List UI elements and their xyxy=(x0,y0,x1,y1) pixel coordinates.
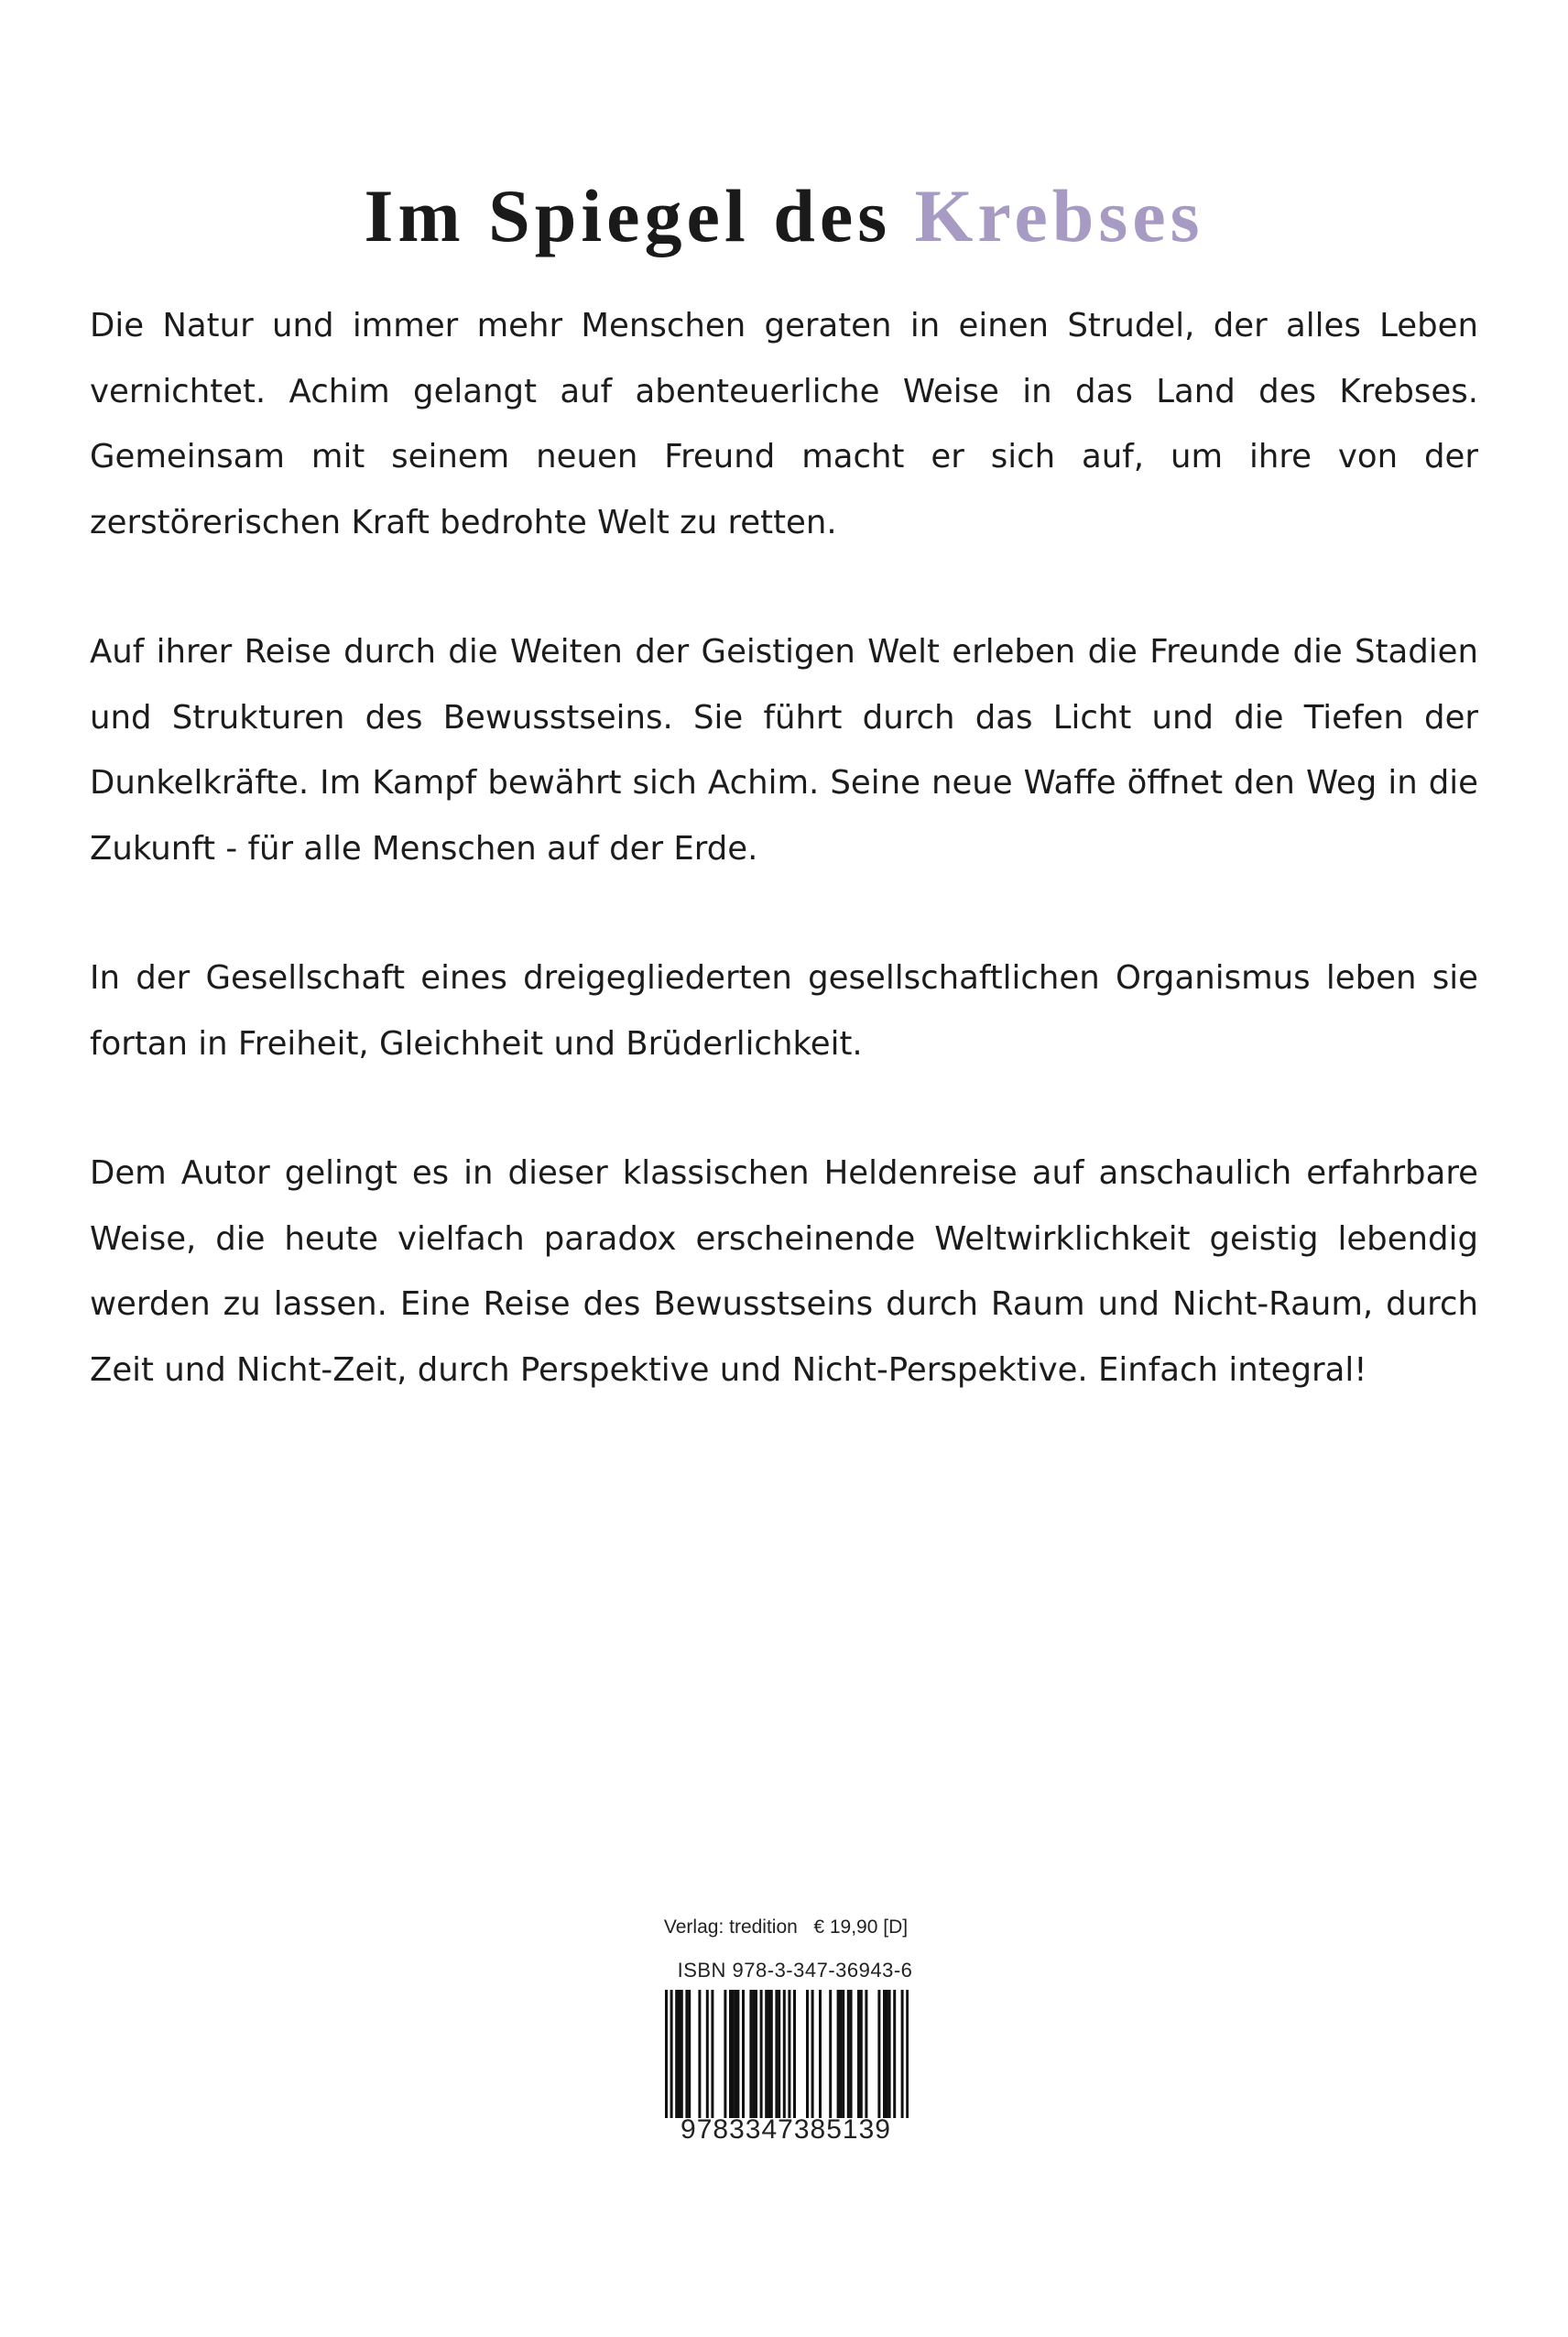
barcode-bar xyxy=(665,1990,668,2118)
barcode-bar xyxy=(819,1990,822,2118)
barcode-bar xyxy=(829,1990,832,2118)
barcode-bar xyxy=(685,1990,688,2118)
barcode-bar xyxy=(811,1990,814,2118)
barcode-bar xyxy=(742,1990,745,2118)
barcode-number: 9783347385139 xyxy=(681,2114,891,2145)
barcode-bar xyxy=(865,1990,867,2118)
barcode-bar xyxy=(906,1990,909,2118)
barcode-bar xyxy=(749,1990,752,2118)
barcode-bar xyxy=(850,1990,853,2118)
barcode-bar xyxy=(681,1990,683,2118)
barcode-bar xyxy=(783,1990,786,2118)
barcode-bar xyxy=(842,1990,844,2118)
barcode-bar xyxy=(724,1990,726,2118)
barcode-bar xyxy=(755,1990,757,2118)
blurb-text xyxy=(90,293,1478,1467)
barcode-bar xyxy=(793,1990,796,2118)
barcode-bar xyxy=(729,1990,732,2118)
blurb-paragraph-1: Die Natur und immer mehr Menschen geraten in einen Strudel, der alles Leben vernichtet. Achim gelangt auf abenteuerliche Weise in das Land des Krebses. Gemeinsam mit seinem neuen Freund macht er sich auf, um ihre von der zerstörerischen Kraft bedrohte Welt zu retten. xyxy=(90,307,1478,541)
barcode-bar xyxy=(760,1990,763,2118)
barcode-bar xyxy=(706,1990,709,2118)
barcode-bar xyxy=(752,1990,755,2118)
barcode-bar xyxy=(893,1990,896,2118)
title-main: Im Spiegel des xyxy=(364,173,915,257)
barcode-bar xyxy=(901,1990,904,2118)
barcode-bar xyxy=(888,1990,891,2118)
barcode-bar xyxy=(670,1990,673,2118)
barcode-bar xyxy=(675,1990,678,2118)
barcode-bar xyxy=(778,1990,780,2118)
barcode-bar xyxy=(688,1990,691,2118)
barcode-bar xyxy=(886,1990,888,2118)
blurb-paragraph-4: Dem Autor gelingt es in dieser klassischen Heldenreise auf anschaulich erfahrbare Weise, die heute vielfach paradox erscheinende Weltwirklichkeit geistig lebendig werden zu lassen. Eine Reise des Bewusstseins durch Raum und Nicht-Raum, durch Zeit und Nicht-Zeit, durch Perspektive und Nicht-Perspektive. Einfach integral! xyxy=(90,1154,1478,1389)
blurb-paragraph-3: In der Gesellschaft eines dreigegliederten gesellschaftlichen Organismus leben sie fortan in Freiheit, Gleichheit und Brüderlichkeit. xyxy=(90,959,1478,1063)
barcode-bar xyxy=(857,1990,860,2118)
barcode-bar xyxy=(847,1990,850,2118)
barcode-bar xyxy=(678,1990,681,2118)
barcode-bar xyxy=(768,1990,770,2118)
barcode-bar xyxy=(736,1990,739,2118)
barcode-bar xyxy=(770,1990,773,2118)
barcode-bar xyxy=(735,1990,737,2118)
publisher-price-line: Verlag: tredition € 19,90 [D] xyxy=(663,1917,909,1938)
barcode-bar xyxy=(765,1990,768,2118)
barcode-bar xyxy=(806,1990,809,2118)
barcode-bar xyxy=(788,1990,790,2118)
barcode-bar xyxy=(877,1990,880,2118)
blurb-paragraph-2: Auf ihrer Reise durch die Weiten der Geistigen Welt erleben die Freunde die Stadien und Strukturen des Bewusstseins. Sie führt durch das Licht und die Tiefen der Dunkelkräfte. Im Kampf bewährt sich Achim. Seine neue Waffe öffnet den Weg in die Zukunft - für alle Menschen auf der Erde. xyxy=(90,633,1478,868)
barcode-bar xyxy=(883,1990,886,2118)
barcode-bar xyxy=(711,1990,713,2118)
barcode-bar xyxy=(839,1990,842,2118)
barcode-bars xyxy=(665,1990,909,2118)
book-title xyxy=(0,173,1568,257)
isbn-label: ISBN 978-3-347-36943-6 xyxy=(677,1959,913,1982)
barcode-bar xyxy=(698,1990,701,2118)
title-accent-word: Krebses xyxy=(914,173,1204,257)
barcode-bar xyxy=(775,1990,778,2118)
barcode-bar xyxy=(732,1990,735,2118)
barcode-bar xyxy=(860,1990,863,2118)
barcode-bar xyxy=(837,1990,840,2118)
